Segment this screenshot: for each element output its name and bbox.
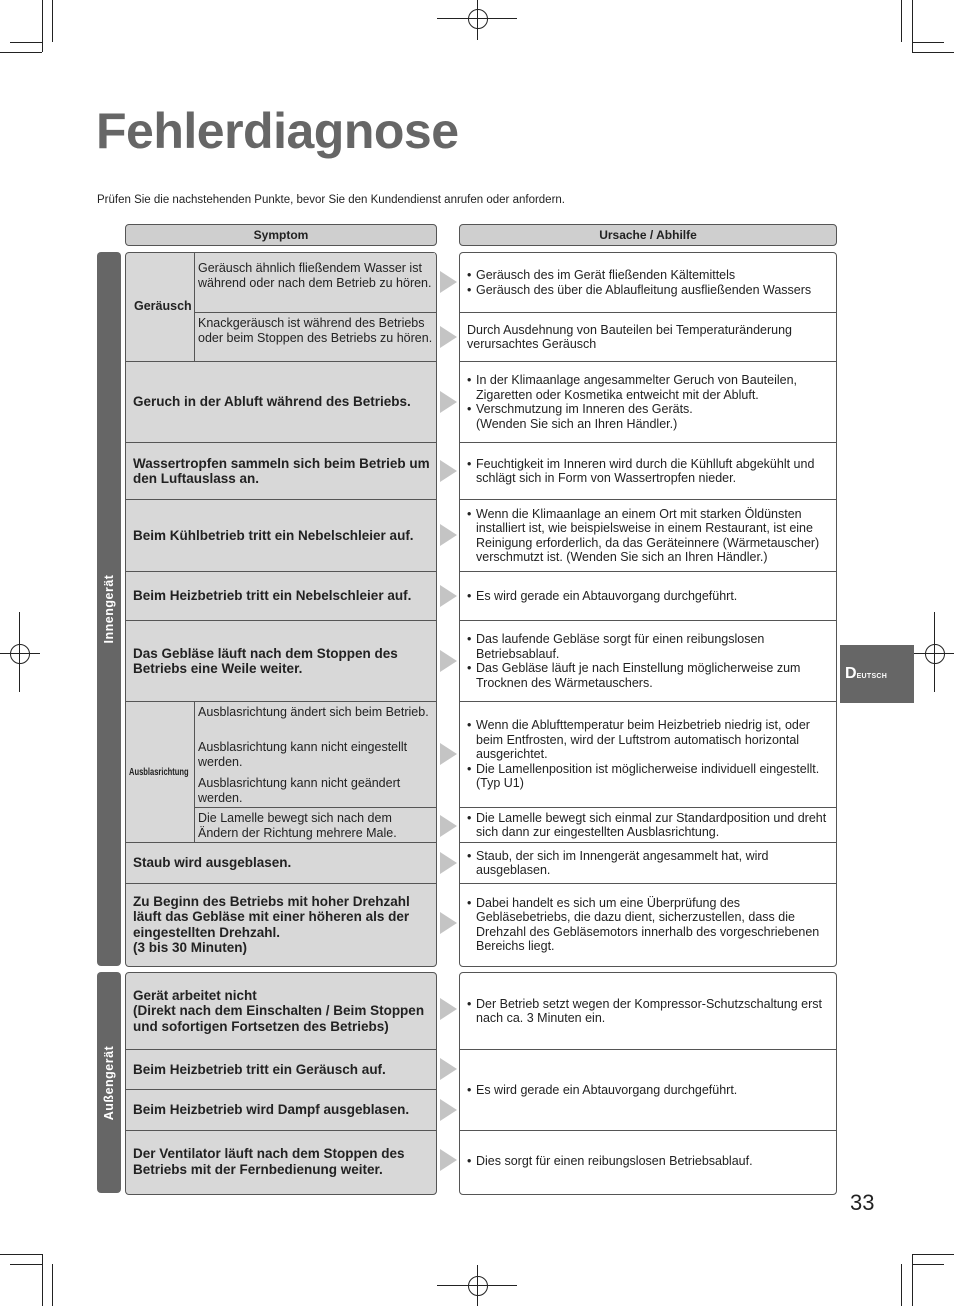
arrow-icon <box>440 1058 457 1080</box>
symptom-label: Geruch in der Abluft während des Betriebs. <box>133 394 411 410</box>
crop-mark <box>42 0 43 52</box>
crop-mark <box>912 52 954 53</box>
arrow-icon <box>440 852 457 874</box>
cause-item: • Die Lamelle bewegt sich einmal zur Standardposition und dreht sich dann zur eingestellten Ausblasrichtung. <box>467 811 833 840</box>
arrow-icon <box>440 326 457 348</box>
cause-list <box>467 997 833 1026</box>
cause-item: • Das Gebläse läuft je nach Einstellung möglicherweise zum Trocknen des Wärmetauschers. <box>467 661 833 690</box>
cause-cell <box>467 1131 833 1192</box>
arrow-icon <box>440 743 457 765</box>
crop-mark <box>0 1254 42 1255</box>
page-number: 33 <box>850 1190 875 1215</box>
cause-list <box>467 849 833 878</box>
symptom-text: Die Lamelle bewegt sich nach dem Ändern der Richtung mehrere Male. <box>198 811 397 840</box>
crop-mark <box>912 1254 954 1255</box>
crop-mark <box>52 1264 53 1306</box>
crop-mark <box>0 52 42 53</box>
page-title: Fehlerdiagnose <box>96 103 459 159</box>
cause-item: • Es wird gerade ein Abtauvorgang durchgeführt. <box>467 589 737 604</box>
symptom-text: Knackgeräusch ist während des Betriebs oder beim Stoppen des Betriebs zu hören. <box>198 316 433 345</box>
cause-item: • Die Lamellenposition ist möglicherweise individuell eingestellt. (Typ U1) <box>467 762 833 791</box>
arrow-icon <box>440 912 457 934</box>
symptom-text <box>133 362 433 442</box>
cause-cell <box>467 843 833 883</box>
cause-item: • Dabei handelt es sich um eine Überprüfung des Gebläsebetriebs, die dazu dient, sicherzustellen, dass die Drehzahl des Gebläsemotors innerhalb des vorgeschriebenen Bereichs liegt. <box>467 896 833 954</box>
cause-item: • Wenn die Ablufttemperatur beim Heizbetrieb niedrig ist, oder beim Entfrosten, wird der Luftstrom automatisch horizontal ausgerichtet. <box>467 718 833 762</box>
cause-list <box>467 457 833 486</box>
registration-circle <box>925 644 945 664</box>
arrow-icon <box>440 391 457 413</box>
crop-mark <box>912 42 944 43</box>
cause-cell <box>467 884 833 965</box>
cause-cell <box>467 443 833 499</box>
cause-list <box>467 896 833 954</box>
cause-list <box>467 632 833 690</box>
cause-item: • Der Betrieb setzt wegen der Kompressor-Schutzschaltung erst nach ca. 3 Minuten ein. <box>467 997 833 1026</box>
symptom-text <box>133 843 433 883</box>
cause-cell <box>467 1050 833 1130</box>
arrow-icon <box>440 271 457 293</box>
cause-cell <box>467 313 827 361</box>
intro-text: Prüfen Sie die nachstehenden Punkte, bevor Sie den Kundendienst anrufen oder anfordern. <box>97 194 566 206</box>
symptom-text <box>133 1131 433 1192</box>
crop-mark <box>901 0 902 42</box>
language-tab-label <box>845 665 887 683</box>
cause-list <box>467 718 833 791</box>
symptom-text: Ausblasrichtung kann nicht eingestellt werden. <box>198 740 408 769</box>
arrow-icon <box>440 815 457 837</box>
symptom-text <box>133 1050 433 1089</box>
crop-mark <box>912 0 913 52</box>
cause-cell <box>467 253 833 312</box>
symptom-text <box>133 884 433 965</box>
cause-list <box>467 1083 737 1098</box>
cause-item: • In der Klimaanlage angesammelter Geruch von Bauteilen, Zigaretten oder Kosmetika entweicht mit der Abluft. <box>467 373 833 402</box>
symptom-label: Staub wird ausgeblasen. <box>133 855 292 871</box>
cause-list <box>467 268 811 297</box>
cause-cell <box>467 572 833 620</box>
registration-circle <box>468 1276 488 1296</box>
arrow-icon <box>440 524 457 546</box>
cause-cell <box>467 808 833 842</box>
arrow-icon <box>440 650 457 672</box>
cause-cell <box>467 621 833 701</box>
crop-mark <box>10 42 42 43</box>
section-indoor <box>97 252 121 966</box>
cause-list <box>467 811 833 840</box>
row-divider <box>194 312 436 313</box>
symptom-text <box>133 572 433 620</box>
symptom-label: Beim Kühlbetrieb tritt ein Nebelschleier auf. <box>133 527 414 543</box>
arrow-icon <box>440 1099 457 1121</box>
group-airflow-label <box>127 702 194 842</box>
row-divider <box>194 807 436 808</box>
cause-item: • Geräusch des über die Ablaufleitung ausfließenden Wassers <box>467 283 811 298</box>
arrow-icon <box>440 1149 457 1171</box>
section-outdoor-label: Außengerät <box>102 1045 116 1120</box>
cause-item: • Verschmutzung im Inneren des Geräts. (Wenden Sie sich an Ihren Händler.) <box>467 402 833 431</box>
cause-list <box>467 589 737 604</box>
cause-cell <box>467 362 833 442</box>
crop-mark <box>912 1264 944 1265</box>
cause-list <box>467 1154 753 1169</box>
symptom-label: Beim Heizbetrieb tritt ein Nebelschleier auf. <box>133 588 412 604</box>
symptom-label: Der Ventilator läuft nach dem Stoppen des Betriebs mit der Fernbedienung weiter. <box>133 1146 405 1177</box>
symptom-text <box>133 500 433 571</box>
crop-mark <box>912 1254 913 1306</box>
cause-item: • Geräusch des im Gerät fließenden Kältemittels <box>467 268 811 283</box>
cause-header: Ursache / Abhilfe <box>459 224 837 246</box>
section-indoor-label: Innengerät <box>102 574 116 644</box>
cause-item: • Feuchtigkeit im Inneren wird durch die Kühlluft abgekühlt und schlägt sich in Form von Wassertropfen nieder. <box>467 457 833 486</box>
cause-item: • Es wird gerade ein Abtauvorgang durchgeführt. <box>467 1083 737 1098</box>
cause-list <box>467 507 833 565</box>
symptom-text: Ausblasrichtung kann nicht geändert werden. <box>198 776 401 805</box>
cause-cell <box>467 973 833 1049</box>
symptom-text <box>133 973 433 1049</box>
group-divider <box>194 252 195 362</box>
symptom-text: Ausblasrichtung ändert sich beim Betrieb. <box>198 705 429 719</box>
symptom-text <box>133 1090 433 1130</box>
symptom-label: Beim Heizbetrieb wird Dampf ausgeblasen. <box>133 1102 410 1118</box>
arrow-icon <box>440 585 457 607</box>
symptom-label: Zu Beginn des Betriebs mit hoher Drehzahl läuft das Gebläse mit einer höheren als der eingestellten Drehzahl. (3 bis 30 Minuten) <box>133 893 410 955</box>
registration-circle <box>468 9 488 29</box>
group-noise-text: Geräusch <box>134 299 192 314</box>
crop-mark <box>42 1254 43 1306</box>
cause-list <box>467 373 833 431</box>
group-noise-label <box>127 253 194 361</box>
language-tab <box>840 645 914 703</box>
registration-circle <box>10 644 30 664</box>
cause-item: • Wenn die Klimaanlage an einem Ort mit starken Öldünsten installiert ist, wie beispielsweise in einem Restaurant, ist eine Reinigung erforderlich, da das Geräteinnere (Wärmetauscher) verschmutzt ist. (Wenden Sie sich an Ihren Händler.) <box>467 507 833 565</box>
language-initial: D <box>845 665 857 682</box>
symptom-label: Wassertropfen sammeln sich beim Betrieb um den Luftauslass an. <box>133 455 430 486</box>
cause-item: • Das laufende Gebläse sorgt für einen reibungslosen Betriebsablauf. <box>467 632 833 661</box>
crop-mark <box>10 1264 42 1265</box>
symptom-text: Geräusch ähnlich fließendem Wasser ist während oder nach dem Betrieb zu hören. <box>198 261 432 290</box>
group-divider <box>194 701 195 843</box>
symptom-text <box>133 621 433 701</box>
crop-mark <box>52 0 53 42</box>
cause-cell <box>467 500 833 571</box>
cause-item: • Dies sorgt für einen reibungslosen Betriebsablauf. <box>467 1154 753 1169</box>
symptom-label: Gerät arbeitet nicht (Direkt nach dem Einschalten / Beim Stoppen und sofortigen Fortsetzen des Betriebs) <box>133 987 425 1034</box>
symptom-label: Beim Heizbetrieb tritt ein Geräusch auf. <box>133 1061 386 1077</box>
crop-mark <box>901 1264 902 1306</box>
symptom-header: Symptom <box>125 224 437 246</box>
arrow-icon <box>440 460 457 482</box>
section-outdoor <box>97 972 121 1193</box>
cause-cell <box>467 702 833 807</box>
symptom-label: Das Gebläse läuft nach dem Stoppen des Betriebs eine Weile weiter. <box>133 645 398 676</box>
cause-item: • Staub, der sich im Innengerät angesammelt hat, wird ausgeblasen. <box>467 849 833 878</box>
language-rest: EUTSCH <box>856 673 888 680</box>
cause-item: Durch Ausdehnung von Bauteilen bei Temperaturänderung verursachtes Geräusch <box>467 322 792 351</box>
arrow-icon <box>440 998 457 1020</box>
symptom-text <box>133 443 433 499</box>
group-airflow-text: Ausblasrichtung <box>129 766 189 778</box>
